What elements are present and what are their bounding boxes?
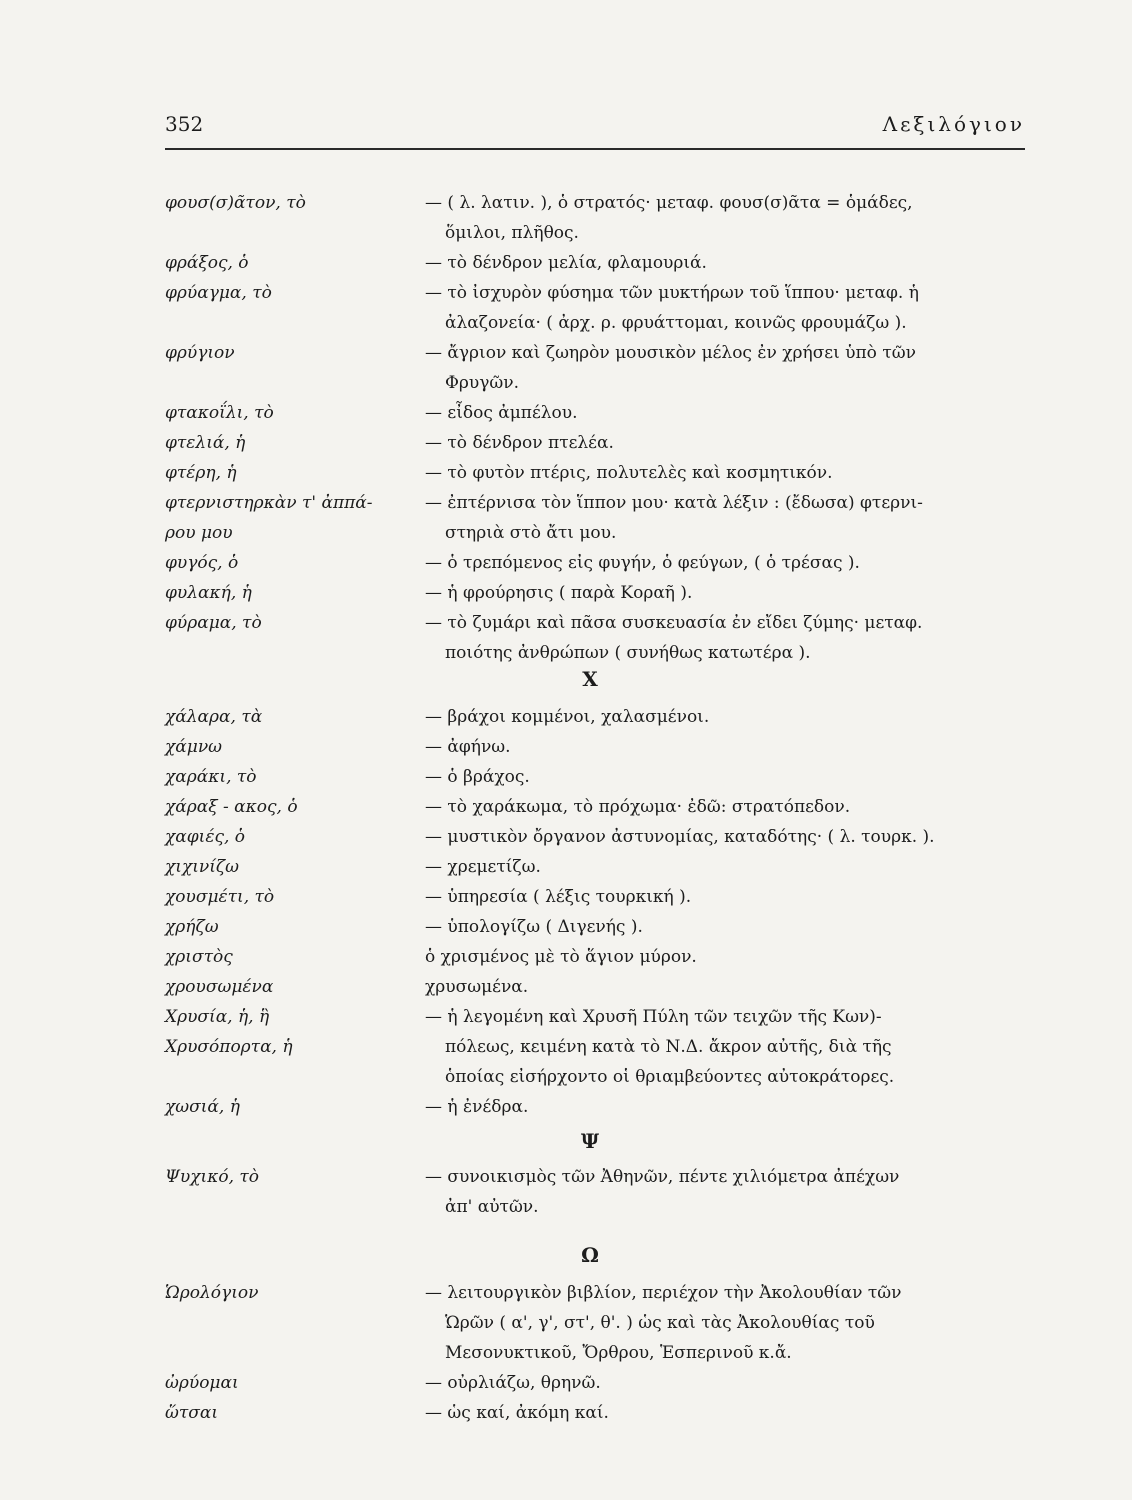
dictionary-entry <box>165 398 1025 428</box>
entry-definition-continuation: Μεσονυκτικοῦ, Ὄρθρου, Ἑσπερινοῦ κ.ἄ. <box>445 1343 792 1363</box>
entry-definition-continuation: ποιότης ἀνθρώπων ( συνήθως κατωτέρα ). <box>445 643 811 663</box>
entry-term: χρήζω <box>165 917 219 937</box>
entry-definition-continuation: πόλεως, κειμένη κατὰ τὸ Ν.Δ. ἄκρον αὐτῆς, διὰ τῆς <box>445 1037 892 1057</box>
entry-definition: ὁ χρισμένος μὲ τὸ ἅγιον μύρον. <box>425 947 697 967</box>
entry-definition-continuation: ὁποίας εἰσήρχοντο οἱ θριαμβεύοντες αὐτοκράτορες. <box>445 1067 895 1087</box>
entry-definition: — τὸ δένδρον πτελέα. <box>425 433 614 453</box>
dictionary-entry <box>165 338 1025 398</box>
letter-chi: Χ <box>582 667 598 691</box>
header-rule <box>165 148 1025 150</box>
entry-term: Χρυσία, ἡ, ἣ <box>165 1007 270 1027</box>
entry-term: χάμνω <box>165 737 223 757</box>
entry-definition: — τὸ ζυμάρι καὶ πᾶσα συσκευασία ἐν εἴδει ζύμης· μεταφ. <box>425 613 923 633</box>
dictionary-entry <box>165 278 1025 338</box>
entry-term: φτακοΐλι, τὸ <box>165 403 274 423</box>
entry-definition-continuation: ὅμιλοι, πλῆθος. <box>445 223 579 243</box>
letter-psi: Ψ <box>580 1129 600 1153</box>
entry-definition-continuation: ἀλαζονεία· ( ἀρχ. ρ. φρυάττομαι, κοινῶς φρουμάζω ). <box>445 313 907 333</box>
entry-term: φυγός, ὁ <box>165 553 239 573</box>
dictionary-entry <box>165 578 1025 608</box>
entry-definition-continuation: Φρυγῶν. <box>445 373 520 393</box>
entry-definition: — βράχοι κομμένοι, χαλασμένοι. <box>425 707 710 727</box>
dictionary-entry <box>165 488 1025 548</box>
entry-definition-continuation: ἀπ' αὐτῶν. <box>445 1197 539 1217</box>
entry-term: φρύγιον <box>165 343 235 363</box>
entry-term: φράξος, ὁ <box>165 253 249 273</box>
page-header <box>165 112 1025 152</box>
dictionary-entry <box>165 792 1025 822</box>
dictionary-entry <box>165 458 1025 488</box>
entry-term: χριστὸς <box>165 947 233 967</box>
entry-term: Ψυχικό, τὸ <box>165 1167 260 1187</box>
entry-definition: — μυστικὸν ὄργανον ἀστυνομίας, καταδότης· ( λ. τουρκ. ). <box>425 827 935 847</box>
section-psi <box>165 1162 1025 1222</box>
entry-term: χρουσωμένα <box>165 977 274 997</box>
entry-term: Ὡρολόγιον <box>165 1283 259 1303</box>
entry-definition: — ἡ ἐνέδρα. <box>425 1097 529 1117</box>
entry-definition: — τὸ δένδρον μελία, φλαμουριά. <box>425 253 707 273</box>
entry-term: χάλαρα, τὰ <box>165 707 263 727</box>
entry-term: φτέρη, ἡ <box>165 463 237 483</box>
entry-definition: — ὑπολογίζω ( Διγενής ). <box>425 917 643 937</box>
entry-definition: — ἡ λεγομένη καὶ Χρυσῆ Πύλη τῶν τειχῶν τῆς Κων)- <box>425 1007 882 1027</box>
entry-definition: — ἐπτέρνισα τὸν ἵππον μου· κατὰ λέξιν : (ἔδωσα) φτερνι- <box>425 493 923 513</box>
entry-term: χάραξ - ακος, ὁ <box>165 797 298 817</box>
letter-omega-heading <box>165 1238 1025 1272</box>
entry-term: χουσμέτι, τὸ <box>165 887 275 907</box>
entry-term: χωσιά, ἡ <box>165 1097 240 1117</box>
dictionary-entry <box>165 1092 1025 1122</box>
entry-term: φουσ(σ)ᾶτον, τὸ <box>165 193 306 213</box>
entry-definition: — τὸ ἰσχυρὸν φύσημα τῶν μυκτήρων τοῦ ἵππου· μεταφ. ἡ <box>425 283 919 303</box>
letter-chi-heading <box>165 662 1025 696</box>
dictionary-entry <box>165 1398 1025 1428</box>
dictionary-entry <box>165 608 1025 668</box>
dictionary-entry <box>165 852 1025 882</box>
entry-definition: — ὑπηρεσία ( λέξις τουρκική ). <box>425 887 692 907</box>
entry-term: ὠρύομαι <box>165 1373 239 1393</box>
entry-definition: — ( λ. λατιν. ), ὁ στρατός· μεταφ. φουσ(σ)ᾶτα = ὁμάδες, <box>425 193 913 213</box>
entry-definition-continuation: στηριὰ στὸ ἄτι μου. <box>445 523 617 543</box>
entry-definition: — χρεμετίζω. <box>425 857 541 877</box>
entry-definition: — τὸ φυτὸν πτέρις, πολυτελὲς καὶ κοσμητικόν. <box>425 463 833 483</box>
entry-term: χαφιές, ὁ <box>165 827 246 847</box>
dictionary-entry <box>165 248 1025 278</box>
dictionary-entry <box>165 762 1025 792</box>
dictionary-entry <box>165 428 1025 458</box>
entry-term: ὥτσαι <box>165 1403 219 1423</box>
entry-term-continuation: ρου μου <box>165 523 233 543</box>
entry-term: φτελιά, ἡ <box>165 433 246 453</box>
dictionary-entry <box>165 702 1025 732</box>
entry-term: χαράκι, τὸ <box>165 767 257 787</box>
dictionary-entry <box>165 732 1025 762</box>
letter-omega: Ω <box>581 1243 599 1267</box>
dictionary-entry <box>165 942 1025 972</box>
entry-term: φρύαγμα, τὸ <box>165 283 272 303</box>
entry-definition: — λειτουργικὸν βιβλίον, περιέχον τὴν Ἀκολουθίαν τῶν <box>425 1283 902 1303</box>
letter-psi-heading <box>165 1124 1025 1158</box>
entry-definition: — ὁ τρεπόμενος εἰς φυγήν, ὁ φεύγων, ( ὁ τρέσας ). <box>425 553 860 573</box>
entry-definition: — ἄγριον καὶ ζωηρὸν μουσικὸν μέλος ἐν χρήσει ὑπὸ τῶν <box>425 343 916 363</box>
entry-term: χιχινίζω <box>165 857 240 877</box>
dictionary-entry <box>165 882 1025 912</box>
dictionary-entry <box>165 912 1025 942</box>
dictionary-entry <box>165 1002 1025 1092</box>
section-chi <box>165 702 1025 1122</box>
entry-definition: — ἡ φρούρησις ( παρὰ Κοραῆ ). <box>425 583 693 603</box>
entry-term-continuation: Χρυσόπορτα, ἡ <box>165 1037 293 1057</box>
dictionary-entry <box>165 548 1025 578</box>
entry-definition: χρυσωμένα. <box>425 977 529 997</box>
dictionary-entry <box>165 188 1025 248</box>
dictionary-entry <box>165 822 1025 852</box>
entry-definition-continuation: Ὡρῶν ( α', γ', στ', θ'. ) ὡς καὶ τὰς Ἀκολουθίας τοῦ <box>445 1313 875 1333</box>
entry-definition: — οὐρλιάζω, θρηνῶ. <box>425 1373 601 1393</box>
dictionary-entry <box>165 1278 1025 1368</box>
dictionary-entry <box>165 972 1025 1002</box>
page-number: 352 <box>165 112 204 136</box>
dictionary-entry <box>165 1162 1025 1222</box>
entry-definition: — εἶδος ἀμπέλου. <box>425 403 578 423</box>
entry-definition: — συνοικισμὸς τῶν Ἀθηνῶν, πέντε χιλιόμετρα ἀπέχων <box>425 1167 900 1187</box>
entry-definition: — ὁ βράχος. <box>425 767 530 787</box>
running-title: Λεξιλόγιον <box>882 112 1025 136</box>
section-omega <box>165 1278 1025 1428</box>
dictionary-entry <box>165 1368 1025 1398</box>
section-phi <box>165 188 1025 668</box>
entry-definition: — τὸ χαράκωμα, τὸ πρόχωμα· ἐδῶ: στρατόπεδον. <box>425 797 851 817</box>
entry-definition: — ὡς καί, ἀκόμη καί. <box>425 1403 609 1423</box>
entry-definition: — ἀφήνω. <box>425 737 511 757</box>
entry-term: φτερνιστηρκὰν τ' ἀππά- <box>165 493 373 513</box>
entry-term: φύραμα, τὸ <box>165 613 262 633</box>
entry-term: φυλακή, ἡ <box>165 583 252 603</box>
